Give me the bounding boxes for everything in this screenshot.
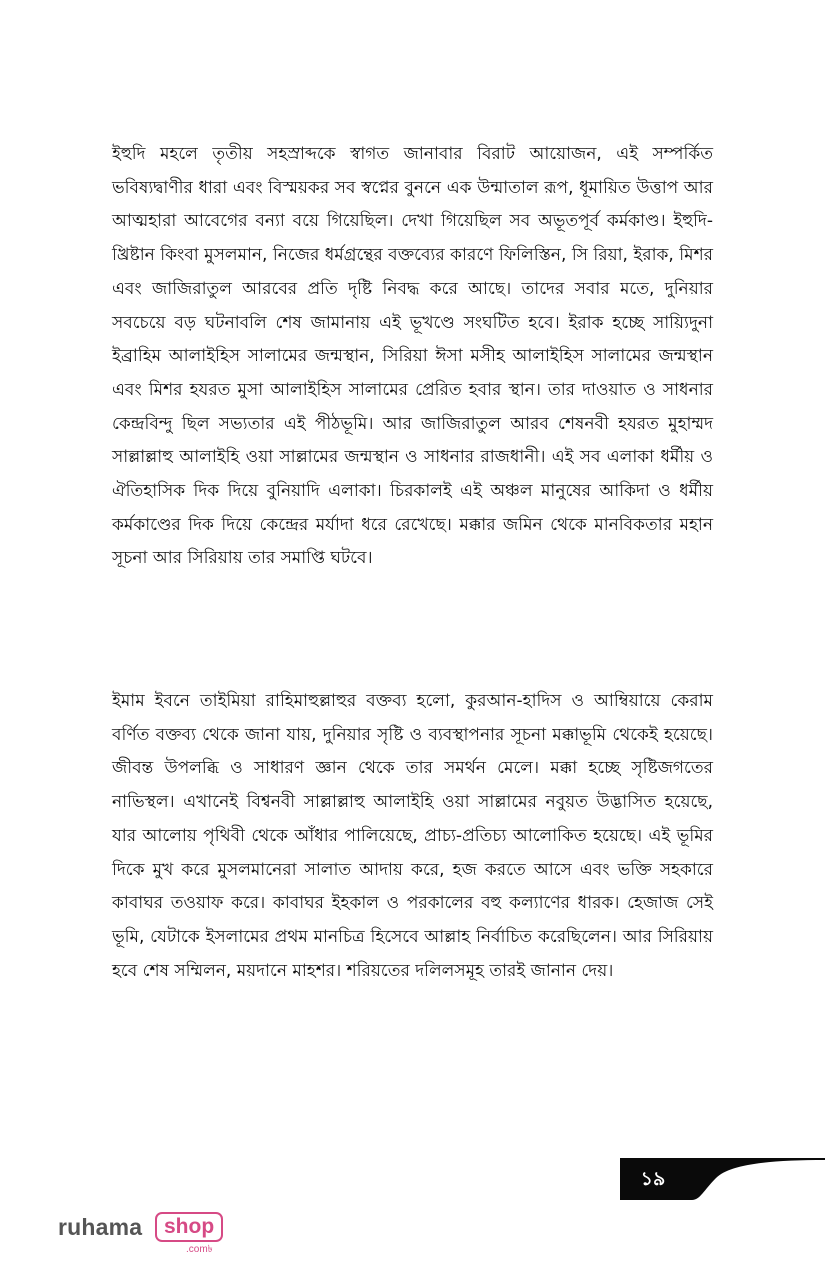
page-number: ১৯ <box>640 1168 666 1190</box>
logo-ruhama-text: ruhama <box>58 1214 143 1240</box>
logo-shop-badge: shop <box>155 1212 223 1242</box>
ruhama-shop-logo <box>58 1212 258 1262</box>
logo-com-text: .com৳ <box>186 1244 213 1255</box>
body-paragraph-1: ইহুদি মহলে তৃতীয় সহস্রাব্দকে স্বাগত জানাবার বিরাট আয়োজন, এই সম্পর্কিত ভবিষ্যদ্বাণীর ধারা এবং বিস্ময়কর সব স্বপ্নের বুননে এক উন্মাতাল রূপ, ধূমায়িত উত্তাপ আর আত্মহারা আবেগের বন্যা বয়ে গিয়েছিল। দেখা গিয়েছিল সব অভূতপূর্ব কর্মকাণ্ড। ইহুদি-খ্রিষ্টান কিংবা মুসলমান, নিজের ধর্মগ্রন্থের বক্তব্যের কারণে ফিলিস্তিন, সি রিয়া, ইরাক, মিশর এবং জাজিরাতুল আরবের প্রতি দৃষ্টি নিবদ্ধ করে আছে। তাদের সবার মতে, দুনিয়ার সবচেয়ে বড় ঘটনাবলি শেষ জামানায় এই ভূখণ্ডে সংঘটিত হবে। ইরাক হচ্ছে সায়্যিদুনা ইব্রাহিম আলাইহিস সালামের জন্মস্থান, সিরিয়া ঈসা মসীহ আলাইহিস সালামের জন্মস্থান এবং মিশর হযরত মুসা আলাইহিস সালামের প্রেরিত হবার স্থান। তার দাওয়াত ও সাধনার কেন্দ্রবিন্দু ছিল সভ্যতার এই পীঠভূমি। আর জাজিরাতুল আরব শেষনবী হযরত মুহাম্মদ সাল্লাল্লাহু আলাইহি ওয়া সাল্লামের জন্মস্থান ও সাধনার রাজধানী। এই সব এলাকা ধর্মীয় ও ঐতিহাসিক দিক দিয়ে বুনিয়াদি এলাকা। চিরকালই এই অঞ্চল মানুষের আকিদা ও ধর্মীয় কর্মকাণ্ডের দিক দিয়ে কেন্দ্রের মর্যাদা ধরে রেখেছে। মক্কার জমিন থেকে মানবিকতার মহান সূচনা আর সিরিয়ায় তার সমাপ্তি ঘটবে। <box>112 144 713 569</box>
body-paragraph-2: ইমাম ইবনে তাইমিয়া রাহিমাহুল্লাহুর বক্তব্য হলো, কুরআন-হাদিস ও আম্বিয়ায়ে কেরাম বর্ণিত বক্তব্য থেকে জানা যায়, দুনিয়ার সৃষ্টি ও ব্যবস্থাপনার সূচনা মক্কাভূমি থেকেই হয়েছে। জীবন্ত উপলব্ধি ও সাধারণ জ্ঞান থেকে তার সমর্থন মেলে। মক্কা হচ্ছে সৃষ্টিজগতের নাভিস্থল। এখানেই বিশ্বনবী সাল্লাল্লাহু আলাইহি ওয়া সাল্লামের নবুয়ত উদ্ভাসিত হয়েছে, যার আলোয় পৃথিবী থেকে আঁধার পালিয়েছে, প্রাচ্য-প্রতিচ্য আলোকিত হয়েছে। এই ভূমির দিকে মুখ করে মুসলমানেরা সালাত আদায় করে, হজ করতে আসে এবং ভক্তি সহকারে কাবাঘর তওয়াফ করে। কাবাঘর ইহকাল ও পরকালের বহু কল্যাণের ধারক। হেজাজ সেই ভূমি, যেটাকে ইসলামের প্রথম মানচিত্র হিসেবে আল্লাহ নির্বাচিত করেছিলেন। আর সিরিয়ায় হবে শেষ সম্মিলন, ময়দানে মাহশর। শরিয়তের দলিলসমূহ তারই জানান দেয়। <box>112 691 713 981</box>
page-number-tab <box>620 1158 825 1200</box>
